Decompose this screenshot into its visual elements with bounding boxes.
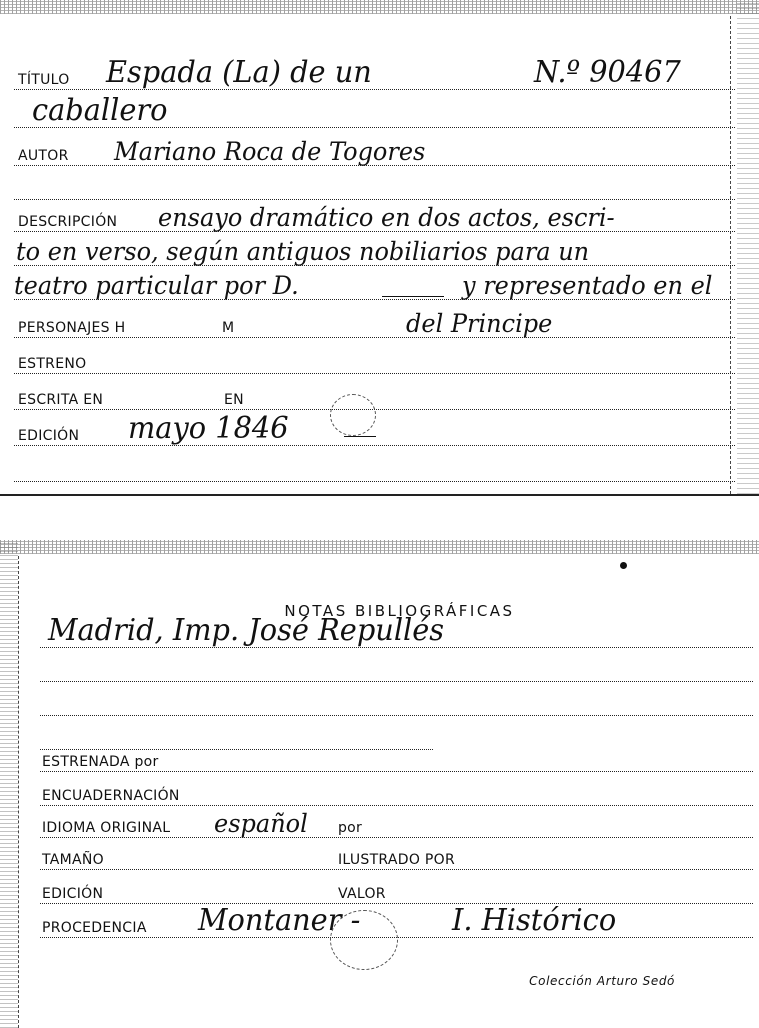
- edicion-value: mayo 1846: [128, 411, 289, 446]
- descripcion-line2: to en verso, según antiguos nobiliarios para un: [16, 237, 590, 266]
- card-torn-edge: [0, 540, 759, 554]
- blank-row: [40, 692, 753, 720]
- blank-row: [40, 658, 753, 686]
- catalog-card-back: [0, 540, 759, 1028]
- titulo-row: [14, 55, 735, 94]
- card-margin-line: [18, 556, 20, 1028]
- edicion-label: EDICIÓN: [18, 428, 80, 444]
- stamp-mark: [330, 910, 398, 970]
- en-label: EN: [224, 392, 244, 408]
- idioma-por-label: por: [338, 820, 363, 836]
- personajes-row: [14, 309, 735, 342]
- descripcion-row-2: [14, 237, 735, 270]
- personajes-value: del Principe: [406, 309, 553, 338]
- catalog-card-front: [0, 0, 759, 496]
- estreno-row: [14, 350, 735, 378]
- titulo-value-cont: caballero: [32, 93, 168, 128]
- handwritten-dash: [382, 296, 444, 297]
- idioma-label: IDIOMA ORIGINAL: [42, 820, 171, 836]
- collection-credit: Colección Arturo Sedó: [529, 974, 675, 988]
- number-mark: N.º 90467: [534, 55, 681, 90]
- descripcion-line3-a: teatro particular por D.: [14, 271, 299, 300]
- encuadernacion-row: [40, 782, 753, 810]
- descripcion-line3-b: y representado en el: [462, 271, 713, 300]
- card-torn-edge: [0, 0, 759, 14]
- tamano-row: [40, 846, 753, 874]
- valor-label: VALOR: [338, 886, 386, 902]
- titulo-cont-row: [14, 93, 735, 132]
- personajes-label: PERSONAJES H: [18, 320, 126, 336]
- ink-spot: [620, 562, 627, 569]
- estreno-label: ESTRENO: [18, 356, 87, 372]
- notas-row: [40, 613, 753, 652]
- procedencia-value-a: Montaner -: [198, 903, 361, 938]
- tamano-label: TAMAÑO: [42, 852, 104, 868]
- notas-value: Madrid, Imp. José Repullés: [48, 613, 445, 648]
- notas-header: NOTAS BIBLIOGRÁFICAS: [284, 602, 515, 620]
- blank-row: [14, 176, 735, 204]
- edicion-row: [40, 880, 753, 908]
- encuadernacion-label: ENCUADERNACIÓN: [42, 788, 180, 804]
- procedencia-label: PROCEDENCIA: [42, 920, 147, 936]
- idioma-row: [40, 809, 753, 842]
- card-right-edge: [737, 0, 759, 494]
- autor-value: Mariano Roca de Togores: [114, 137, 426, 166]
- idioma-value: español: [214, 809, 308, 838]
- estrenada-row: [40, 748, 753, 776]
- descripcion-label: DESCRIPCIÓN: [18, 214, 118, 230]
- back-edicion-label: EDICIÓN: [42, 886, 104, 902]
- edicion-dash: [344, 436, 376, 437]
- autor-label: AUTOR: [18, 148, 69, 164]
- edicion-row: [14, 411, 735, 450]
- autor-row: [14, 137, 735, 170]
- blank-row-end: [14, 458, 735, 486]
- ilustrado-label: ILUSTRADO POR: [338, 852, 455, 868]
- titulo-value: Espada (La) de un: [106, 55, 372, 90]
- personajes-m-label: M: [222, 320, 235, 336]
- descripcion-row-3: [14, 271, 735, 304]
- estrenada-label: ESTRENADA por: [42, 754, 159, 770]
- procedencia-value-b: I. Histórico: [452, 903, 617, 938]
- escrita-en-label: ESCRITA EN: [18, 392, 104, 408]
- descripcion-row: [14, 203, 735, 236]
- descripcion-line1: ensayo dramático en dos actos, escri-: [158, 203, 615, 232]
- titulo-label: TÍTULO: [18, 72, 70, 88]
